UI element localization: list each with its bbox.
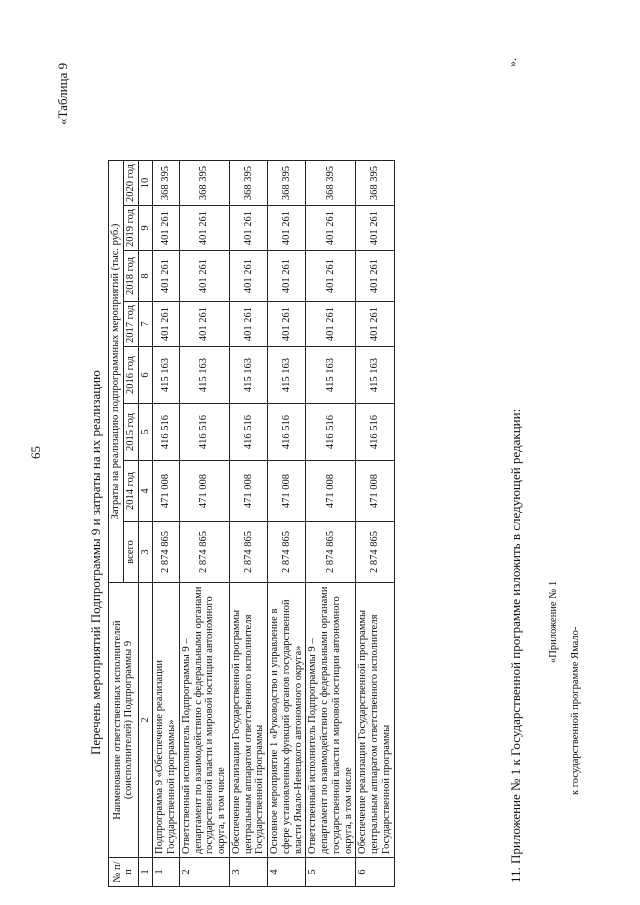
- col-num: 10: [138, 161, 153, 206]
- header-num: № п/п: [109, 858, 139, 887]
- row-value: 2 874 865: [268, 522, 306, 583]
- row-value: 401 261: [306, 251, 356, 302]
- row-value: 2 874 865: [356, 522, 394, 583]
- row-value: 401 261: [356, 206, 394, 251]
- header-year: 2016 год: [123, 347, 138, 404]
- row-value: 401 261: [306, 302, 356, 347]
- row-value: 471 008: [229, 461, 267, 522]
- row-value: 415 163: [179, 347, 229, 404]
- row-value: 401 261: [179, 251, 229, 302]
- row-number: 2: [179, 858, 229, 887]
- table-row: [268, 161, 306, 887]
- col-num: 4: [138, 461, 153, 522]
- row-value: 416 516: [179, 404, 229, 461]
- table-row: [153, 161, 180, 887]
- table-title: Перечень мероприятий Подпрограммы 9 и затраты на их реализацию: [88, 370, 103, 755]
- col-num: 6: [138, 347, 153, 404]
- row-value: 416 516: [229, 404, 267, 461]
- row-name: Ответственный исполнитель Подпрограммы 9 – департамент по взаимодействию с федеральными органами государственной власти и мировой юстиции автономного округа, в том числе: [179, 583, 229, 858]
- row-value: 368 395: [229, 161, 267, 206]
- row-number: 6: [356, 858, 394, 887]
- row-value: 401 261: [153, 251, 180, 302]
- costs-table: [108, 160, 395, 887]
- table-row: [229, 161, 267, 887]
- row-value: 401 261: [229, 302, 267, 347]
- row-value: 415 163: [306, 347, 356, 404]
- row-value: 416 516: [356, 404, 394, 461]
- row-number: 3: [229, 858, 267, 887]
- row-number: 1: [153, 858, 180, 887]
- header-year: 2019 год: [123, 206, 138, 251]
- table-body: [153, 161, 394, 887]
- row-value: 401 261: [268, 206, 306, 251]
- row-name: Ответственный исполнитель Подпрограммы 9 – департамент по взаимодействию с федеральными органами государственной власти и мировой юстиции автономного округа, в том числе: [306, 583, 356, 858]
- appendix-subheading: к государственной программе Ямало-: [570, 626, 581, 795]
- row-value: 415 163: [268, 347, 306, 404]
- row-name: Обеспечение реализации Государственной программы центральным аппаратом ответственного исполнителя Государственной программы: [229, 583, 267, 858]
- col-num: 1: [138, 858, 153, 887]
- row-value: 471 008: [268, 461, 306, 522]
- row-value: 416 516: [306, 404, 356, 461]
- col-num: 8: [138, 251, 153, 302]
- row-value: 471 008: [306, 461, 356, 522]
- col-num: 7: [138, 302, 153, 347]
- row-value: 401 261: [153, 302, 180, 347]
- column-number-row: [138, 161, 153, 887]
- row-value: 368 395: [268, 161, 306, 206]
- row-value: 401 261: [306, 206, 356, 251]
- header-year: 2020 год: [123, 161, 138, 206]
- row-value: 2 874 865: [179, 522, 229, 583]
- row-value: 401 261: [153, 206, 180, 251]
- col-num: 5: [138, 404, 153, 461]
- paragraph-11: 11. Приложение № 1 к Государственной программе изложить в следующей редакции:: [508, 408, 523, 883]
- row-number: 5: [306, 858, 356, 887]
- row-value: 401 261: [356, 251, 394, 302]
- row-value: 401 261: [179, 302, 229, 347]
- row-name: Основное мероприятие 1 «Руководство и управление в сфере установленных функций органов государственной власти Ямало-Ненецкого автономного округа»: [268, 583, 306, 858]
- row-name: Подпрограмма 9 «Обеспечение реализации Государственной программы»: [153, 583, 180, 858]
- table-row: [306, 161, 356, 887]
- row-value: 471 008: [153, 461, 180, 522]
- row-value: 415 163: [229, 347, 267, 404]
- table-row: [179, 161, 229, 887]
- row-value: 416 516: [153, 404, 180, 461]
- col-num: 2: [138, 583, 153, 858]
- row-value: 416 516: [268, 404, 306, 461]
- row-value: 368 395: [356, 161, 394, 206]
- row-value: 415 163: [153, 347, 180, 404]
- row-value: 401 261: [356, 302, 394, 347]
- page-number: 65: [28, 446, 43, 459]
- row-value: 471 008: [356, 461, 394, 522]
- header-year: всего: [123, 522, 138, 583]
- header-year: 2018 год: [123, 251, 138, 302]
- header-year: 2015 год: [123, 404, 138, 461]
- row-value: 401 261: [268, 251, 306, 302]
- row-value: 368 395: [306, 161, 356, 206]
- row-value: 2 874 865: [229, 522, 267, 583]
- row-value: 368 395: [179, 161, 229, 206]
- header-year: 2014 год: [123, 461, 138, 522]
- header-year: 2017 год: [123, 302, 138, 347]
- table-reference: «Таблица 9: [55, 62, 70, 125]
- closing-quote: ».: [505, 58, 519, 67]
- table-row: [356, 161, 394, 887]
- row-value: 2 874 865: [306, 522, 356, 583]
- header-costs: Затраты на реализацию подпрограммных мероприятий (тыс. руб.): [109, 161, 124, 583]
- row-number: 4: [268, 858, 306, 887]
- row-value: 471 008: [179, 461, 229, 522]
- header-name: Наименование ответственных исполнителей (соисполнителей) Подпрограммы 9: [109, 583, 139, 858]
- row-value: 401 261: [229, 251, 267, 302]
- row-value: 415 163: [356, 347, 394, 404]
- row-value: 2 874 865: [153, 522, 180, 583]
- row-value: 401 261: [179, 206, 229, 251]
- row-value: 401 261: [229, 206, 267, 251]
- row-name: Обеспечение реализации Государственной программы центральным аппаратом ответственного исполнителя Государственной программы: [356, 583, 394, 858]
- row-value: 401 261: [268, 302, 306, 347]
- col-num: 3: [138, 522, 153, 583]
- row-value: 368 395: [153, 161, 180, 206]
- col-num: 9: [138, 206, 153, 251]
- appendix-heading: «Приложение № 1: [548, 580, 559, 663]
